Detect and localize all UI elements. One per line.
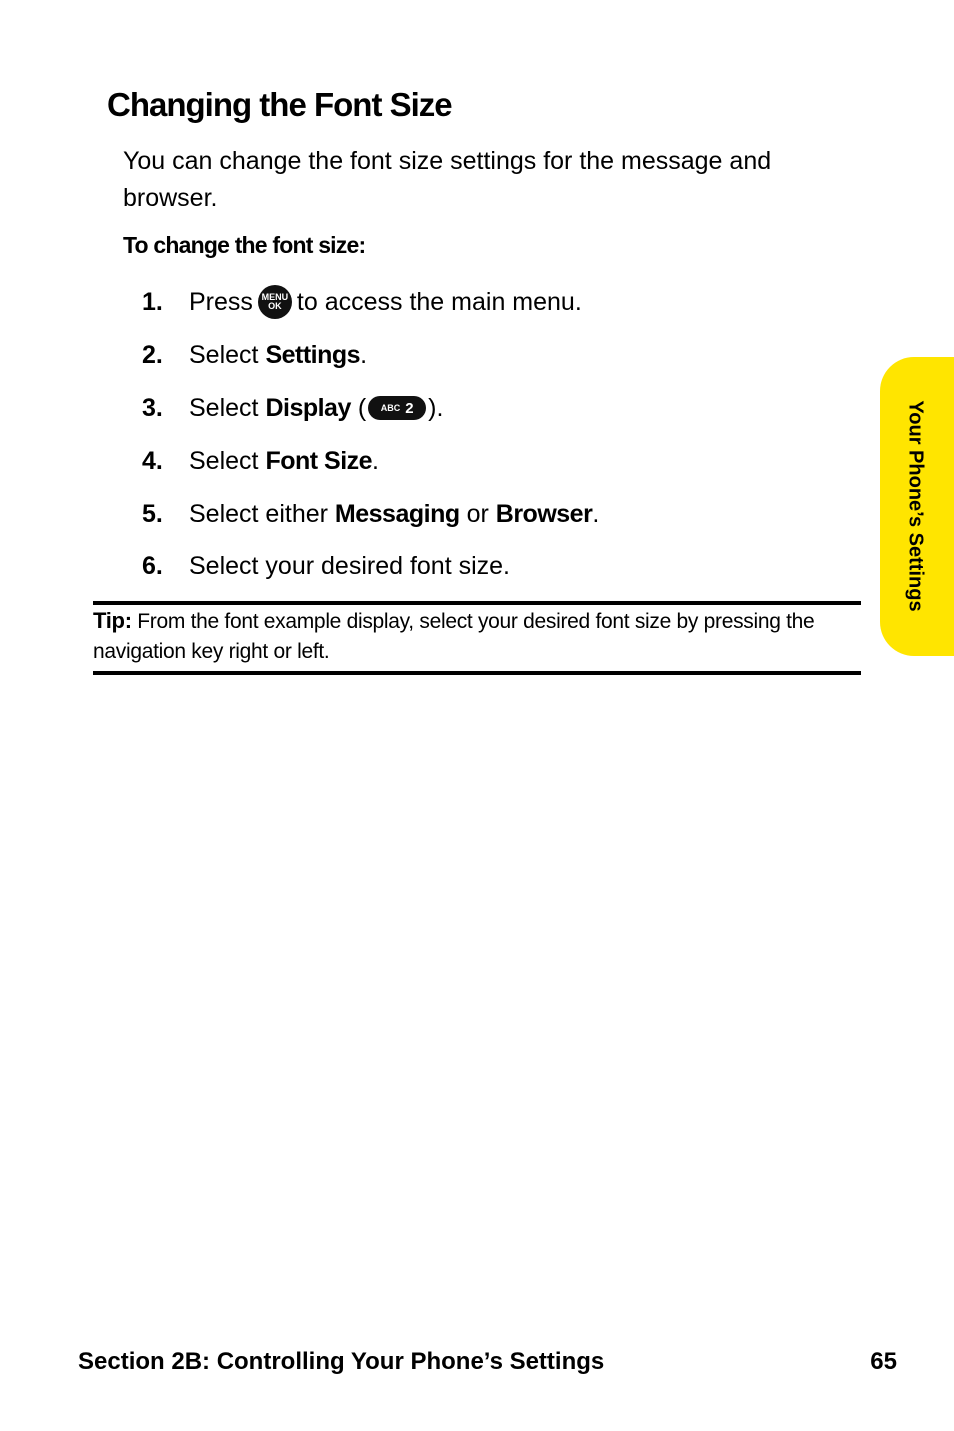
step-text: Select: [189, 340, 259, 369]
step-1: [142, 285, 582, 319]
step-number: 3.: [142, 393, 163, 422]
step-number: 1.: [142, 287, 163, 316]
menu-option-browser: Browser: [495, 499, 593, 528]
step-number: 6.: [142, 551, 163, 580]
tip-bottom-rule: [93, 671, 861, 675]
footer-section-title: Section 2B: Controlling Your Phone’s Settings: [78, 1348, 605, 1375]
step-text: Select your desired font size.: [189, 551, 510, 580]
step-number: 5.: [142, 499, 163, 528]
step-4: 4. Select Font Size .: [142, 446, 379, 475]
page-title: Changing the Font Size: [107, 86, 452, 123]
menu-option-settings: Settings: [265, 340, 361, 369]
tip-box: [93, 606, 861, 667]
step-text: Select: [189, 393, 259, 422]
procedure-heading: To change the font size:: [123, 232, 366, 258]
intro-paragraph: You can change the font size settings for the message and browser.: [123, 147, 772, 212]
step-6: [142, 549, 510, 583]
step-5: 5. Select either Messaging or Browser .: [142, 499, 600, 528]
step-text: to access the main menu.: [296, 287, 582, 316]
menu-ok-key-icon: MENU OK: [258, 285, 292, 319]
step-3: 3. Select Display ( ABC 2 ).: [142, 393, 444, 422]
step-text: Select either: [189, 499, 328, 528]
step-2: 2. Select Settings .: [142, 340, 368, 369]
menu-option-messaging: Messaging: [334, 499, 460, 528]
step-number: 2.: [142, 340, 163, 369]
step-text: Select: [189, 446, 259, 475]
tip-label: Tip:: [93, 608, 132, 633]
menu-option-display: Display: [265, 393, 351, 422]
page-footer: [78, 1348, 897, 1376]
tip-text: From the font example display, select your desired font size by pressing the navigation key right or left.: [93, 610, 815, 663]
tip-top-rule: [93, 601, 861, 605]
page-number: 65: [870, 1348, 897, 1375]
step-number: 4.: [142, 446, 163, 475]
side-tab-label: Your Phone’s Settings: [904, 400, 927, 612]
menu-option-font-size: Font Size: [265, 446, 373, 475]
abc-2-key-icon: ABC 2: [368, 396, 426, 420]
step-text: Press: [189, 287, 253, 316]
